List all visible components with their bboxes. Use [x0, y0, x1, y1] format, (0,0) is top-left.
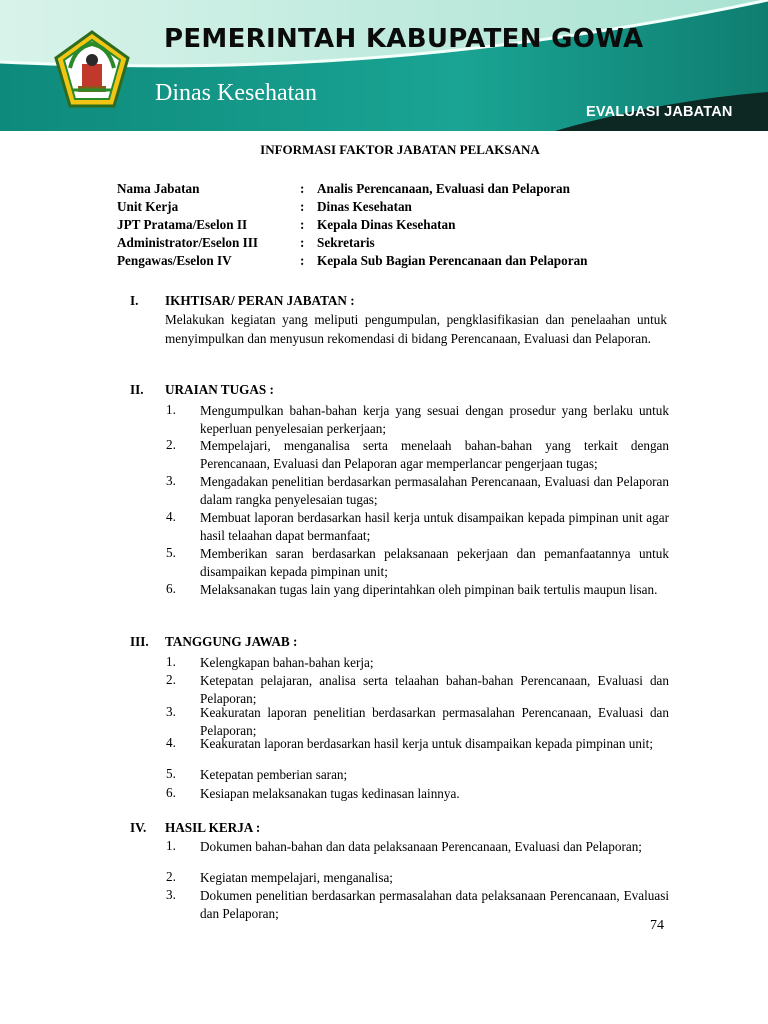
list-item: Ketepatan pelajaran, analisa serta telaahan bahan-bahan Perencanaan, Evaluasi dan Pelaporan;: [200, 673, 669, 706]
list-item-number: 3.: [166, 704, 176, 719]
list-item: Memberikan saran berdasarkan pelaksanaan pekerjaan dan pemanfaatannya untuk disampaikan kepada pimpinan unit;: [200, 546, 669, 579]
info-colon: :: [300, 181, 305, 196]
list-item: Mengadakan penelitian berdasarkan permasalahan Perencanaan, Evaluasi dan Pelaporan dalam rangka penyelesaian tugas;: [200, 474, 669, 507]
info-value: Dinas Kesehatan: [317, 199, 412, 214]
list-item: Keakuratan laporan berdasarkan hasil kerja untuk disampaikan kepada pimpinan unit;: [200, 736, 653, 751]
section-heading: URAIAN TUGAS :: [165, 382, 274, 397]
list-item: Dokumen penelitian berdasarkan permasalahan data pelaksanaan Perencanaan, Evaluasi dan Pelaporan;: [200, 888, 669, 921]
list-item-number: 3.: [166, 473, 176, 488]
gowa-emblem-logo: [52, 30, 132, 110]
list-item: Ketepatan pemberian saran;: [200, 767, 348, 782]
info-label: Unit Kerja: [117, 199, 179, 214]
info-label: Administrator/Eselon III: [117, 235, 259, 250]
section-paragraph: Melakukan kegiatan yang meliputi pengumpulan, pengklasifikasian dan penelaahan untuk menyimpulkan dan menyusun rekomendasi di bidang Perencanaan, Evaluasi dan Pelaporan.: [165, 312, 667, 346]
list-item: Melaksanakan tugas lain yang diperintahkan oleh pimpinan baik tertulis maupun lisan.: [200, 582, 658, 597]
info-colon: :: [300, 199, 305, 214]
list-item: Keakuratan laporan penelitian berdasarkan permasalahan Perencanaan, Evaluasi dan Pelaporan;: [200, 705, 669, 738]
info-colon: :: [300, 235, 305, 250]
info-value: Sekretaris: [317, 235, 375, 250]
section-number: IV.: [130, 820, 147, 835]
list-item-number: 4.: [166, 509, 176, 524]
info-colon: :: [300, 253, 305, 268]
info-label: JPT Pratama/Eselon II: [117, 217, 248, 232]
list-item-number: 5.: [166, 545, 176, 560]
department-name: Dinas Kesehatan: [155, 80, 317, 106]
document-type-label: EVALUASI JABATAN: [586, 104, 733, 120]
list-item: Mempelajari, menganalisa serta menelaah bahan-bahan yang terkait dengan Perencanaan, Evaluasi dan Pelaporan agar memperlancar pengerjaan tugas;: [200, 438, 669, 471]
government-title: PEMERINTAH KABUPATEN GOWA: [164, 24, 644, 54]
list-item: Mengumpulkan bahan-bahan kerja yang sesuai dengan prosedur yang berlaku untuk keperluan penyelesaian perkerjaan;: [200, 403, 669, 436]
info-label: Pengawas/Eselon IV: [117, 253, 232, 268]
page-number: 74: [650, 918, 664, 933]
info-value: Analis Perencanaan, Evaluasi dan Pelaporan: [317, 181, 570, 196]
section-heading: HASIL KERJA :: [165, 820, 261, 835]
list-item-number: 5.: [166, 766, 176, 781]
info-label: Nama Jabatan: [117, 181, 200, 196]
list-item-number: 4.: [166, 735, 176, 750]
section-number: II.: [130, 382, 144, 397]
list-item: Dokumen bahan-bahan dan data pelaksanaan Perencanaan, Evaluasi dan Pelaporan;: [200, 839, 642, 854]
list-item: Kesiapan melaksanakan tugas kedinasan lainnya.: [200, 786, 460, 801]
list-item-number: 2.: [166, 869, 176, 884]
list-item-number: 2.: [166, 672, 176, 687]
list-item-number: 2.: [166, 437, 176, 452]
list-item: Kegiatan mempelajari, menganalisa;: [200, 870, 393, 885]
info-colon: :: [300, 217, 305, 232]
header-banner: [0, 0, 768, 131]
list-item-number: 1.: [166, 838, 176, 853]
section-heading: IKHTISAR/ PERAN JABATAN :: [165, 293, 355, 308]
list-item-number: 6.: [166, 785, 176, 800]
list-item-number: 1.: [166, 654, 176, 669]
section-heading: TANGGUNG JAWAB :: [165, 634, 298, 649]
list-item-number: 1.: [166, 402, 176, 417]
list-item-number: 6.: [166, 581, 176, 596]
list-item: Membuat laporan berdasarkan hasil kerja untuk disampaikan kepada pimpinan unit agar hasil telaahan dapat bermanfaat;: [200, 510, 669, 543]
list-item-number: 3.: [166, 887, 176, 902]
info-value: Kepala Sub Bagian Perencanaan dan Pelaporan: [317, 253, 588, 268]
section-number: III.: [130, 634, 149, 649]
list-item: Kelengkapan bahan-bahan kerja;: [200, 655, 374, 670]
section-number: I.: [130, 293, 139, 308]
document-title: INFORMASI FAKTOR JABATAN PELAKSANA: [260, 142, 540, 157]
info-value: Kepala Dinas Kesehatan: [317, 217, 456, 232]
